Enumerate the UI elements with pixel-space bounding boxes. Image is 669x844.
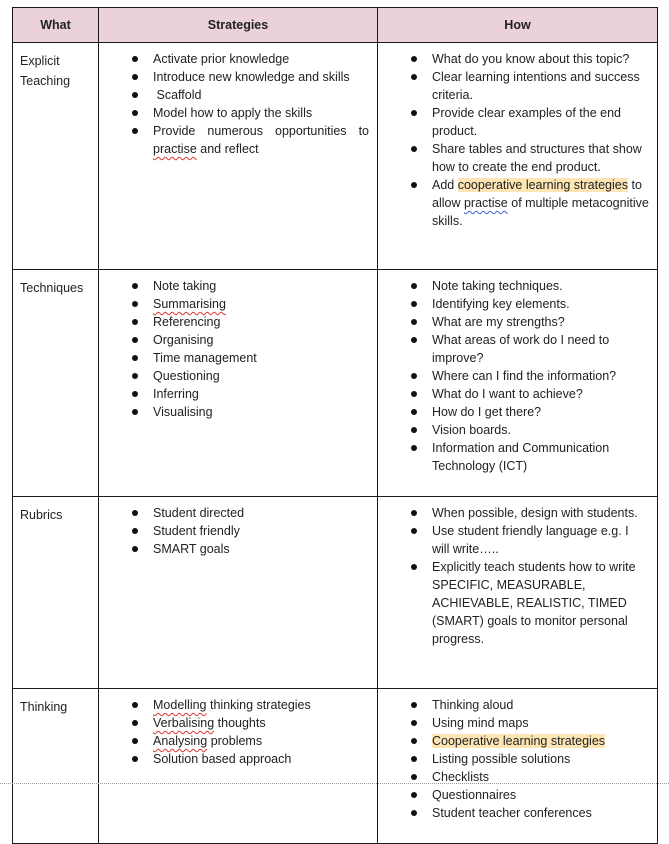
list-item bbox=[99, 732, 369, 750]
strategies-cell bbox=[99, 43, 378, 270]
list-item: Vision boards. bbox=[378, 421, 649, 439]
list-item: Note taking techniques. bbox=[378, 277, 649, 295]
list-item: Information and Communication Technology (ICT) bbox=[378, 439, 649, 475]
what-cell: Thinking bbox=[13, 689, 99, 844]
list-item: Solution based approach bbox=[99, 750, 369, 768]
how-list bbox=[378, 277, 657, 475]
misspelled-word[interactable]: Summarising bbox=[153, 297, 226, 311]
list-item bbox=[99, 295, 369, 313]
strategies-list bbox=[99, 50, 377, 158]
page-boundary-divider bbox=[0, 783, 669, 784]
misspelled-word[interactable]: Modelling bbox=[153, 698, 207, 712]
table-row bbox=[13, 497, 658, 689]
list-item: Referencing bbox=[99, 313, 369, 331]
table-row bbox=[13, 689, 658, 844]
list-item-text: Provide numerous opportunities to bbox=[153, 124, 369, 138]
list-item-text: of multiple metacognitive skills. bbox=[432, 196, 649, 228]
list-item: Note taking bbox=[99, 277, 369, 295]
table-row bbox=[13, 270, 658, 497]
list-item-text: Scaffold bbox=[156, 88, 202, 102]
list-item: Using mind maps bbox=[378, 714, 649, 732]
what-cell: Rubrics bbox=[13, 497, 99, 689]
how-list bbox=[378, 696, 657, 822]
how-cell bbox=[378, 497, 658, 689]
misspelled-word[interactable]: practise bbox=[153, 142, 197, 156]
list-item: Model how to apply the skills bbox=[99, 104, 369, 122]
grammar-flagged-word[interactable]: practise bbox=[463, 196, 508, 210]
list-item: Student directed bbox=[99, 504, 369, 522]
strategies-list bbox=[99, 696, 377, 768]
list-item: Activate prior knowledge bbox=[99, 50, 369, 68]
list-item: When possible, design with students. bbox=[378, 504, 649, 522]
list-item bbox=[378, 176, 649, 230]
list-item-text: problems bbox=[210, 734, 263, 748]
list-item bbox=[99, 122, 369, 158]
strategies-cell bbox=[99, 689, 378, 844]
list-item: Clear learning intentions and success criteria. bbox=[378, 68, 649, 104]
table-row bbox=[13, 43, 658, 270]
list-item: Questionnaires bbox=[378, 786, 649, 804]
list-item bbox=[99, 696, 369, 714]
list-item: Thinking aloud bbox=[378, 696, 649, 714]
header-what: What bbox=[13, 8, 99, 43]
header-how: How bbox=[378, 8, 658, 43]
what-cell: Techniques bbox=[13, 270, 99, 497]
list-item: Checklists bbox=[378, 768, 649, 786]
highlighted-text: cooperative learning strategies bbox=[457, 178, 628, 192]
header-strategies: Strategies bbox=[99, 8, 378, 43]
list-item: What do you know about this topic? bbox=[378, 50, 649, 68]
list-item: Introduce new knowledge and skills bbox=[99, 68, 369, 86]
list-item-text: to allow bbox=[432, 178, 642, 210]
list-item: How do I get there? bbox=[378, 403, 649, 421]
list-item-text: thoughts bbox=[217, 716, 266, 730]
list-item: Organising bbox=[99, 331, 369, 349]
how-cell bbox=[378, 43, 658, 270]
what-cell: Explicit Teaching bbox=[13, 43, 99, 270]
strategies-cell bbox=[99, 270, 378, 497]
how-list bbox=[378, 504, 657, 648]
list-item: Provide clear examples of the end product. bbox=[378, 104, 649, 140]
how-cell bbox=[378, 270, 658, 497]
list-item: Questioning bbox=[99, 367, 369, 385]
highlighted-text: Cooperative learning strategies bbox=[432, 734, 606, 748]
list-item: Listing possible solutions bbox=[378, 750, 649, 768]
list-item: Student teacher conferences bbox=[378, 804, 649, 822]
list-item: SMART goals bbox=[99, 540, 369, 558]
list-item: Share tables and structures that show how to create the end product. bbox=[378, 140, 649, 176]
list-item bbox=[99, 714, 369, 732]
list-item: Inferring bbox=[99, 385, 369, 403]
list-item: What do I want to achieve? bbox=[378, 385, 649, 403]
misspelled-word[interactable]: Analysing bbox=[153, 734, 208, 748]
list-item: Explicitly teach students how to write SPECIFIC, MEASURABLE, ACHIEVABLE, REALISTIC, TIMED (SMART) goals to monitor personal progress. bbox=[378, 558, 649, 648]
how-cell bbox=[378, 689, 658, 844]
list-item: Use student friendly language e.g. I will write….. bbox=[378, 522, 649, 558]
list-item: Visualising bbox=[99, 403, 369, 421]
how-list bbox=[378, 50, 657, 230]
list-item: Time management bbox=[99, 349, 369, 367]
list-item bbox=[99, 86, 369, 104]
list-item: Where can I find the information? bbox=[378, 367, 649, 385]
header-row bbox=[13, 8, 658, 43]
list-item bbox=[378, 732, 649, 750]
strategies-table bbox=[12, 7, 658, 844]
list-item: Student friendly bbox=[99, 522, 369, 540]
list-item: Identifying key elements. bbox=[378, 295, 649, 313]
list-item-text: thinking strategies bbox=[210, 698, 311, 712]
strategies-list bbox=[99, 277, 377, 421]
list-item-text: and reflect bbox=[200, 142, 259, 156]
strategies-cell bbox=[99, 497, 378, 689]
list-item: What areas of work do I need to improve? bbox=[378, 331, 649, 367]
list-item: What are my strengths? bbox=[378, 313, 649, 331]
strategies-list bbox=[99, 504, 377, 558]
list-item-text: Add bbox=[432, 178, 455, 192]
misspelled-word[interactable]: Verbalising bbox=[153, 716, 215, 730]
